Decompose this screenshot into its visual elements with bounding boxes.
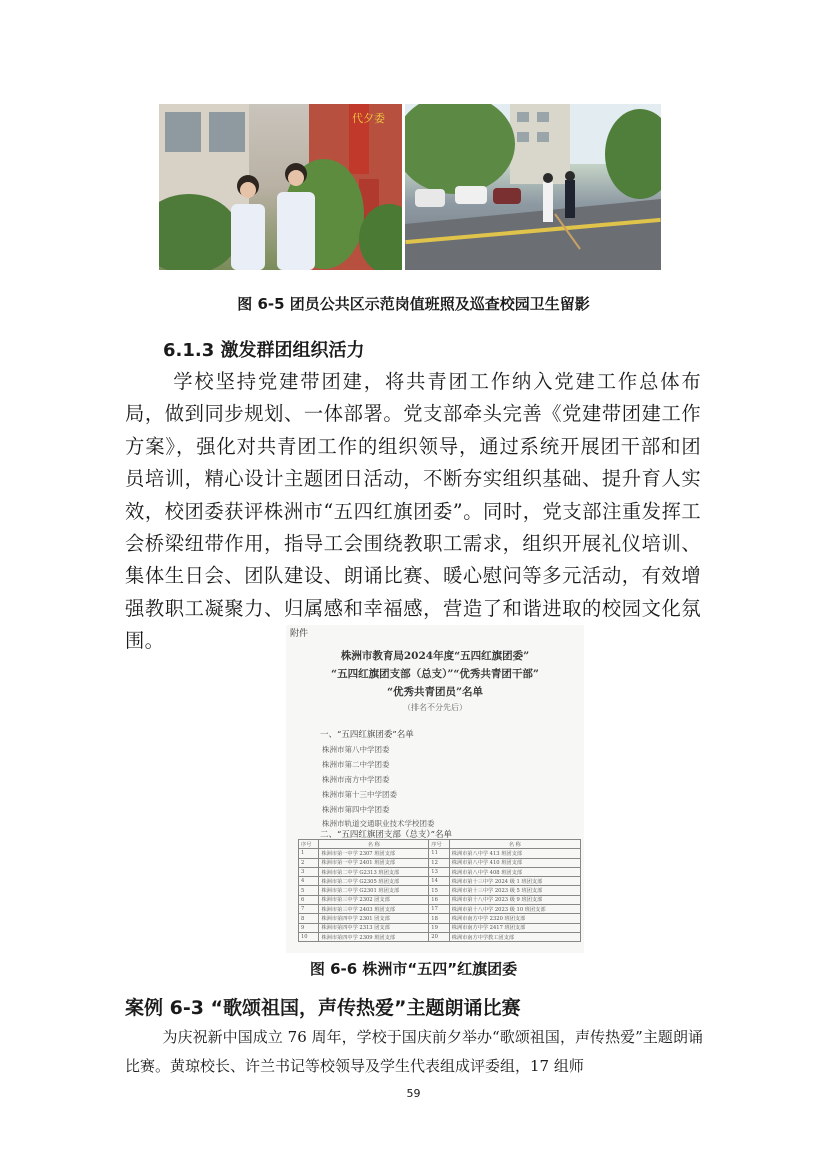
table-cell: 5: [299, 886, 319, 895]
table-cell: 8: [299, 914, 319, 923]
table-cell: 株洲市第二中学 G2313 班团支部: [319, 867, 429, 876]
table-cell: 9: [299, 923, 319, 932]
table-cell: 3: [299, 867, 319, 876]
scan-title-line: “五四红旗团支部（总支）”“优秀共青团干部”: [331, 668, 539, 680]
table-cell: 11: [429, 849, 449, 858]
case-paragraph: 为庆祝新中国成立 76 周年，学校于国庆前夕举办“歌颂祖国，声传热爱”主题朗诵比赛。黄琼校长、许兰书记等校领导及学生代表组成评委组，17 组师: [125, 1028, 703, 1075]
scan-appendix-label: 附件: [290, 629, 309, 639]
table-cell: 17: [429, 905, 449, 914]
table-row: [299, 858, 581, 867]
body-paragraph: 学校坚持党建带团建，将共青团工作纳入党建工作总体布局，做到同步规划、一体部署。党支部牵头完善《党建带团建工作方案》，强化对共青团工作的组织领导，通过系统开展团干部和团员培训，精心设计主题团日活动，不断夯实组织基础、提升育人实效，校团委获评株洲市“五四红旗团委”。同时，党支部注重发挥工会桥梁纽带作用，指导工会围绕教职工需求，组织开展礼仪培训、集体生日会、团队建设、朗诵比赛、暖心慰问等多元活动，有效增强教职工凝聚力、归属感和幸福感，营造了和谐进取的校园文化氛围。: [125, 370, 701, 653]
patrol-photo: [405, 104, 661, 270]
scan-list-item: 株洲市第十三中学团委: [322, 790, 397, 799]
table-row: [299, 932, 581, 941]
table-cell: 20: [429, 932, 449, 941]
table-cell: 7: [299, 905, 319, 914]
table-cell: 株洲市第四中学 2309 班团支部: [319, 932, 429, 941]
table-header: 序号: [299, 840, 319, 849]
table-cell: 10: [299, 932, 319, 941]
table-row: [299, 914, 581, 923]
scanned-document: [286, 625, 584, 953]
table-cell: 18: [429, 914, 449, 923]
table-row: [299, 849, 581, 858]
duty-photo-illustration: [159, 104, 402, 270]
table-cell: 株洲市第四中学 2301 团支部: [319, 914, 429, 923]
case-heading: 案例 6-3 “歌颂祖国，声传热爱”主题朗诵比赛: [125, 997, 521, 1019]
figure-caption: 图 6-5 团员公共区示范岗值班照及巡查校园卫生留影: [237, 295, 590, 313]
table-cell: 株洲市第二中学 G2305 班团支部: [319, 877, 429, 886]
table-row: [299, 867, 581, 876]
table-cell: 株洲市第十八中学 2023 级 10 班团支部: [449, 905, 580, 914]
table-cell: 株洲市第三中学 2403 班团支部: [319, 905, 429, 914]
table-cell: 株洲市第十三中学 2023 级 5 班团支部: [449, 886, 580, 895]
table-cell: 株洲市南方中学 2320 班团支部: [449, 914, 580, 923]
table-cell: 4: [299, 877, 319, 886]
scan-list-item: 株洲市轨道交通职业技术学校团委: [322, 819, 435, 828]
scan-list-item: 株洲市第二中学团委: [322, 760, 390, 769]
table-row: [299, 905, 581, 914]
table-header: 名 称: [319, 840, 429, 849]
table-row: [299, 895, 581, 904]
scan-list-item: 株洲市第四中学团委: [322, 805, 390, 814]
table-cell: 株洲市南方中学教工团支部: [449, 932, 580, 941]
table-cell: 株洲市第八中学 413 班团支部: [449, 849, 580, 858]
scan-section-heading: 一、“五四红旗团委”名单: [320, 730, 414, 740]
page-number: 59: [406, 1087, 421, 1100]
table-cell: 株洲市第八中学 410 班团支部: [449, 858, 580, 867]
table-cell: 14: [429, 877, 449, 886]
table-cell: 1: [299, 849, 319, 858]
table-header: 名 称: [449, 840, 580, 849]
table-header: 序号: [429, 840, 449, 849]
scan-list-item: 株洲市南方中学团委: [322, 775, 390, 784]
section-heading: 6.1.3 激发群团组织活力: [163, 340, 365, 361]
table-cell: 株洲市第四中学 2313 团支部: [319, 923, 429, 932]
table-cell: 株洲市第八中学 408 班团支部: [449, 867, 580, 876]
table-cell: 株洲市第三中学 2302 团支部: [319, 895, 429, 904]
scan-section-heading: 二、“五四红旗团支部（总支）”名单: [320, 830, 452, 840]
table-cell: 2: [299, 858, 319, 867]
scan-title-line: 株洲市教育局2024年度“五四红旗团委”: [340, 650, 530, 662]
table-cell: 株洲市第二中学 G2301 班团支部: [319, 886, 429, 895]
table-row: [299, 886, 581, 895]
table-cell: 6: [299, 895, 319, 904]
table-cell: 株洲市第一中学 2307 班团支部: [319, 849, 429, 858]
scan-list-item: 株洲市第八中学团委: [322, 745, 390, 754]
duty-photo: [159, 104, 402, 270]
table-cell: 株洲市第十三中学 2024 级 1 班团支部: [449, 877, 580, 886]
branch-table: [298, 839, 581, 942]
table-cell: 13: [429, 867, 449, 876]
table-cell: 19: [429, 923, 449, 932]
figure-caption: 图 6-6 株洲市“五四”红旗团委: [309, 960, 518, 978]
table-cell: 株洲市第十八中学 2023 级 9 班团支部: [449, 895, 580, 904]
table-header-row: [299, 840, 581, 849]
table-row: [299, 923, 581, 932]
scan-title-line: “优秀共青团员”名单: [386, 686, 484, 698]
table-row: [299, 877, 581, 886]
table-cell: 株洲市第一中学 2401 班团支部: [319, 858, 429, 867]
table-cell: 株洲市南方中学 2417 班团支部: [449, 923, 580, 932]
scan-note: （排名不分先后）: [403, 703, 467, 712]
table-cell: 15: [429, 886, 449, 895]
table-cell: 16: [429, 895, 449, 904]
svg-text:代夕委: 代夕委: [352, 112, 385, 125]
patrol-photo-illustration: [405, 104, 661, 270]
table-cell: 12: [429, 858, 449, 867]
